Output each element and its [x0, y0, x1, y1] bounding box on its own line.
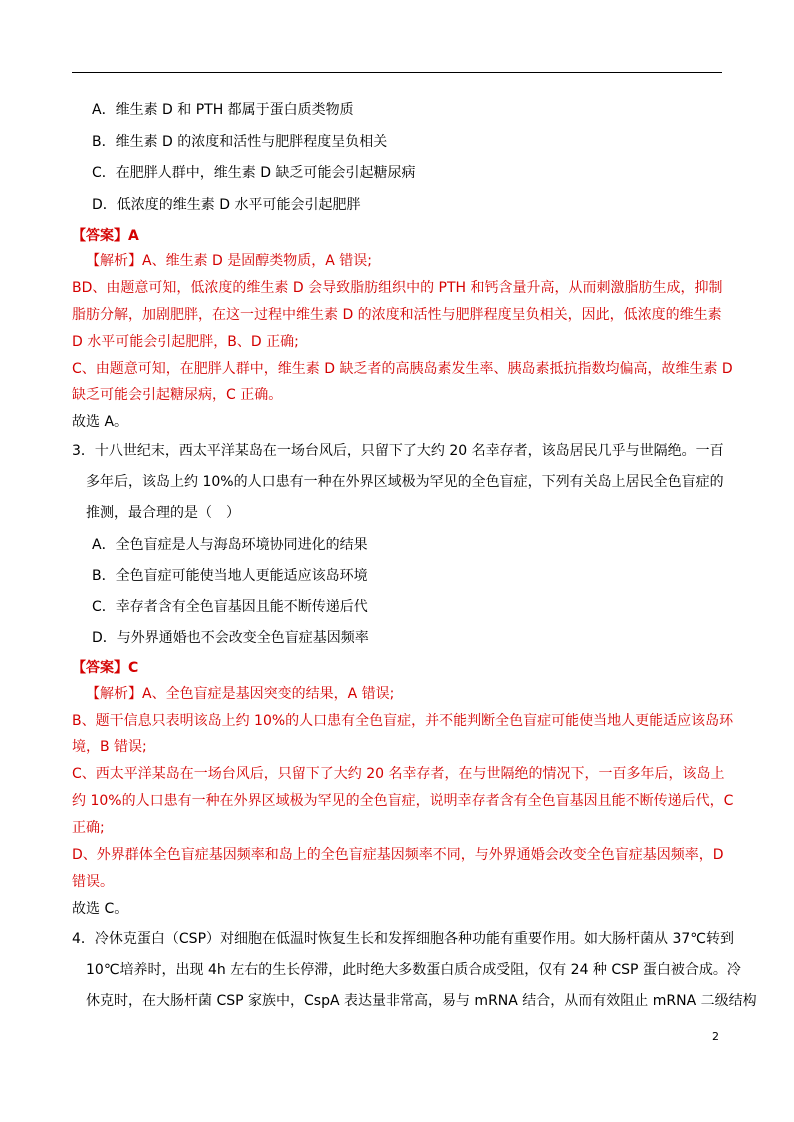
q3-analysis-line: 【解析】A、全色盲症是基因突变的结果，A 错误;: [86, 686, 395, 702]
page-number: 2: [712, 1030, 719, 1043]
q3-stem-line: 推测，最合理的是（ ）: [86, 505, 240, 521]
q3-analysis-line: C、西太平洋某岛在一场台风后，只留下了大约 20 名幸存者，在与世隔绝的情况下，一百多年后，该岛上: [72, 766, 725, 782]
header-rule: [72, 72, 722, 73]
q3-option-b: B．全色盲症可能使当地人更能适应该岛环境: [92, 568, 368, 584]
q2-analysis-line: 缺乏可能会引起糖尿病，C 正确。: [72, 387, 283, 403]
q2-analysis-line: 【解析】A、维生素 D 是固醇类物质，A 错误;: [86, 253, 373, 269]
q3-analysis-line: B、题干信息只表明该岛上约 10%的人口患有全色盲症，并不能判断全色盲症可能使当地人更能适应该岛环: [72, 713, 734, 729]
q2-option-a: A．维生素 D 和 PTH 都属于蛋白质类物质: [92, 102, 354, 118]
q4-stem-line: 10℃培养时，出现 4h 左右的生长停滞，此时绝大多数蛋白质合成受阻，仅有 24 种 CSP 蛋白被合成。冷: [86, 962, 741, 978]
q3-analysis-line: 正确;: [72, 820, 105, 836]
q3-stem-line: 3．十八世纪末，西太平洋某岛在一场台风后，只留下了大约 20 名幸存者，该岛居民几乎与世隔绝。一百: [72, 443, 724, 459]
q3-analysis-line: 境，B 错误;: [72, 739, 147, 755]
q3-option-a: A．全色盲症是人与海岛环境协同进化的结果: [92, 537, 368, 553]
q4-stem-line: 4．冷休克蛋白（CSP）对细胞在低温时恢复生长和发挥细胞各种功能有重要作用。如大肠杆菌从 37℃转到: [72, 931, 734, 947]
q3-analysis-line: 约 10%的人口患有一种在外界区域极为罕见的全色盲症，说明幸存者含有全色盲基因且能不断传递后代，C: [72, 793, 734, 809]
q4-stem-line: 休克时，在大肠杆菌 CSP 家族中，CspA 表达量非常高，易与 mRNA 结合，从而有效阻止 mRNA 二级结构: [86, 993, 757, 1009]
q2-analysis-line: D 水平可能会引起肥胖，B、D 正确;: [72, 334, 299, 350]
q3-answer: 【答案】C: [72, 660, 139, 676]
q2-analysis-line: C、由题意可知，在肥胖人群中，维生素 D 缺乏者的高胰岛素发生率、胰岛素抵抗指数均偏高，故维生素 D: [72, 361, 733, 377]
q2-option-b: B．维生素 D 的浓度和活性与肥胖程度呈负相关: [92, 134, 388, 150]
q2-option-d: D．低浓度的维生素 D 水平可能会引起肥胖: [92, 197, 361, 213]
q2-analysis-line: 脂肪分解，加剧肥胖，在这一过程中维生素 D 的浓度和活性与肥胖程度呈负相关，因此，低浓度的维生素: [72, 307, 722, 323]
q2-answer: 【答案】A: [72, 228, 139, 244]
q2-analysis-line: BD、由题意可知，低浓度的维生素 D 会导致脂肪组织中的 PTH 和钙含量升高，从而刺激脂肪生成，抑制: [72, 280, 723, 296]
q3-option-c: C．幸存者含有全色盲基因且能不断传递后代: [92, 599, 368, 615]
q2-conclusion: 故选 A。: [72, 414, 129, 430]
q2-option-c: C．在肥胖人群中，维生素 D 缺乏可能会引起糖尿病: [92, 165, 416, 181]
q3-conclusion: 故选 C。: [72, 901, 129, 917]
q3-option-d: D．与外界通婚也不会改变全色盲症基因频率: [92, 630, 369, 646]
q3-stem-line: 多年后，该岛上约 10%的人口患有一种在外界区域极为罕见的全色盲症，下列有关岛上居民全色盲症的: [86, 474, 724, 490]
q3-analysis-line: 错误。: [72, 874, 114, 890]
q3-analysis-line: D、外界群体全色盲症基因频率和岛上的全色盲症基因频率不同，与外界通婚会改变全色盲症基因频率，D: [72, 847, 724, 863]
